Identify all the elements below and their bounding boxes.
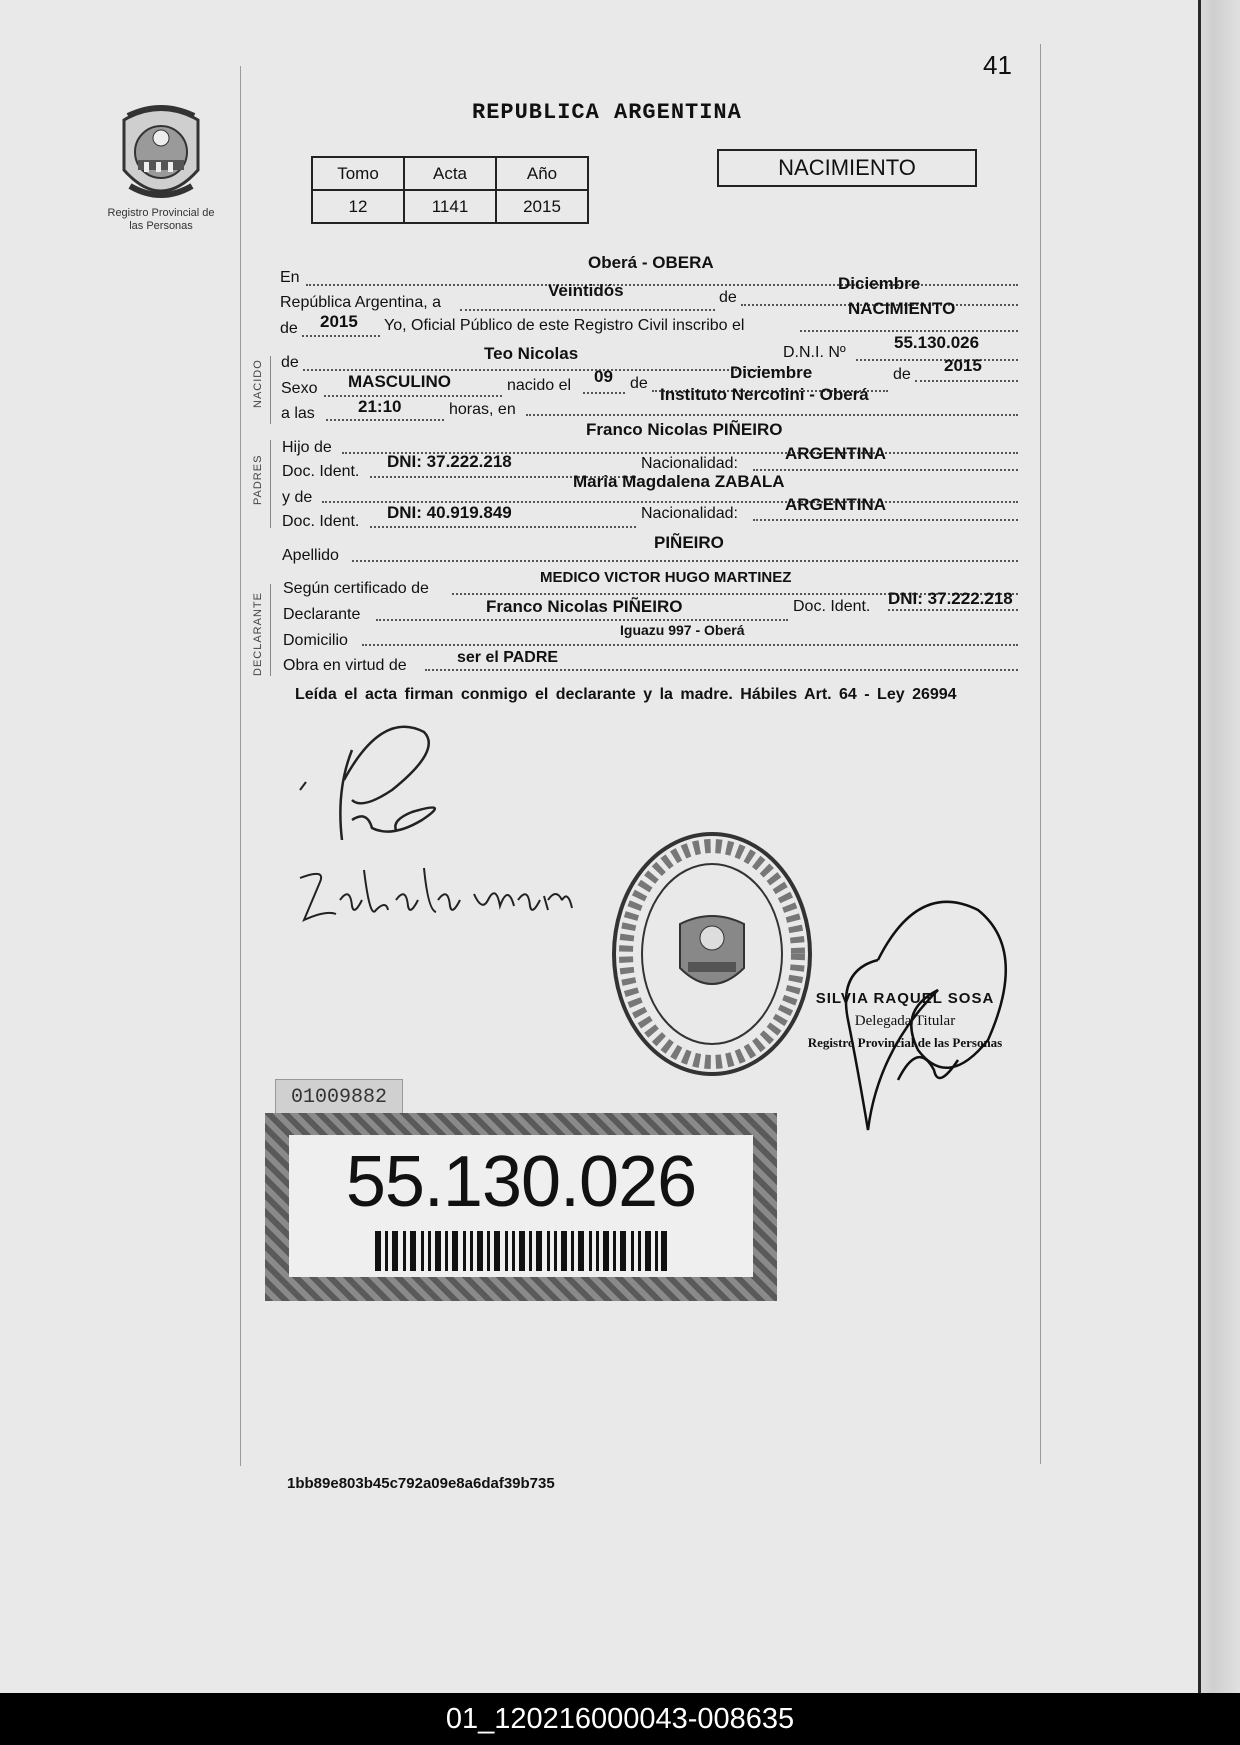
- value-sexo: MASCULINO: [348, 372, 451, 391]
- document-hash: 1bb89e803b45c792a09e8a6daf39b735: [287, 1475, 555, 1492]
- dotted-line: [583, 392, 625, 394]
- label-de3: de: [893, 366, 911, 383]
- label-nacido-el: nacido el: [507, 377, 572, 394]
- registry-value-anio: 2015: [496, 190, 588, 223]
- barcode-inner: [289, 1135, 753, 1277]
- dotted-line: [753, 469, 1018, 471]
- value-domicilio: Iguazu 997 - Oberá: [620, 622, 745, 638]
- registry-header-anio: Año: [496, 157, 588, 190]
- label-a-las: a las: [281, 405, 315, 422]
- value-madre-nac: ARGENTINA: [785, 495, 887, 514]
- declarant-signature: [292, 720, 462, 850]
- value-nac-mes: Diciembre: [730, 363, 813, 382]
- value-madre-doc: DNI: 40.919.849: [387, 503, 512, 522]
- section-separator: [270, 356, 271, 424]
- label-doc-ident: Doc. Ident.: [282, 463, 360, 480]
- label-obra: Obra en virtud de: [283, 657, 407, 674]
- value-lugar-nac: Instituto Nercolini - Oberá: [660, 385, 869, 404]
- value-obra: ser el PADRE: [457, 649, 559, 666]
- dotted-line: [460, 309, 715, 311]
- label-de2: de: [630, 375, 648, 392]
- label-nacionalidad2: Nacionalidad:: [641, 505, 738, 522]
- org-label: Registro Provincial de las Personas: [107, 207, 215, 232]
- dotted-line: [856, 359, 1018, 361]
- value-declarante-doc: DNI: 37.222.218: [888, 589, 1013, 608]
- registry-header-tomo: Tomo: [312, 157, 404, 190]
- dotted-line: [326, 419, 444, 421]
- label-apellido: Apellido: [282, 547, 339, 564]
- label-en: En: [280, 269, 300, 286]
- dotted-line: [324, 395, 502, 397]
- value-hora: 21:10: [358, 397, 402, 416]
- official-seal: [608, 828, 816, 1080]
- value-padre-doc: DNI: 37.222.218: [387, 452, 512, 471]
- registry-table: [311, 156, 589, 224]
- official-signature: [838, 890, 1018, 1140]
- value-lugar: Oberá - OBERA: [588, 253, 714, 272]
- official-name: SILVIA RAQUEL SOSA: [815, 990, 995, 1007]
- dotted-line: [376, 619, 788, 621]
- label-dni: D.N.I. Nº: [783, 344, 846, 361]
- official-org: Registro Provincial de las Personas: [807, 1035, 1003, 1050]
- country-title: REPUBLICA ARGENTINA: [472, 100, 742, 125]
- label-nacionalidad: Nacionalidad:: [641, 455, 738, 472]
- province-emblem-icon: [116, 100, 206, 208]
- dotted-line: [753, 519, 1018, 521]
- value-mes: Diciembre: [838, 274, 921, 293]
- dotted-line: [888, 609, 1018, 611]
- value-certificado: MEDICO VICTOR HUGO MARTINEZ: [540, 569, 792, 586]
- label-doc-ident2: Doc. Ident.: [282, 513, 360, 530]
- official-role: Delegada Titular: [854, 1013, 956, 1029]
- footer-id-bar: 01_120216000043-008635: [0, 1693, 1240, 1745]
- label-declarante: Declarante: [283, 606, 361, 623]
- value-declarante: Franco Nicolas PIÑEIRO: [486, 597, 683, 616]
- dotted-line: [526, 414, 1018, 416]
- dotted-line: [352, 560, 1018, 562]
- side-label-declarante: DECLARANTE: [252, 592, 264, 676]
- value-nac-anio: 2015: [944, 356, 982, 375]
- frame-line-right: [1040, 44, 1041, 1464]
- value-tipo: NACIMIENTO: [848, 299, 956, 318]
- side-label-padres: PADRES: [252, 454, 264, 505]
- label-horas-en: horas, en: [449, 401, 516, 418]
- label-segun: Según certificado de: [283, 580, 429, 597]
- label-oficial: Yo, Oficial Público de este Registro Civil inscribo el: [384, 317, 745, 334]
- act-type-box: NACIMIENTO: [717, 149, 977, 187]
- dotted-line: [302, 335, 380, 337]
- label-de: de: [719, 289, 737, 306]
- registry-value-tomo: 12: [312, 190, 404, 223]
- value-nombre: Teo Nicolas: [484, 344, 579, 363]
- side-label-nacido: NACIDO: [252, 359, 264, 408]
- label-sexo: Sexo: [281, 380, 318, 397]
- value-padre-nac: ARGENTINA: [785, 444, 887, 463]
- value-padre: Franco Nicolas PIÑEIRO: [586, 420, 783, 439]
- section-separator: [270, 440, 271, 528]
- value-dia: Veintidós: [548, 281, 624, 300]
- label-de-name: de: [281, 354, 299, 371]
- closing-statement: Leída el acta firman conmigo el declarante y la madre. Hábiles Art. 64 - Ley 26994: [295, 686, 957, 703]
- dotted-line: [370, 526, 636, 528]
- dotted-line: [915, 380, 1018, 382]
- registry-header-acta: Acta: [404, 157, 496, 190]
- dotted-line: [800, 330, 1018, 332]
- value-apellido: PIÑEIRO: [654, 533, 724, 552]
- label-de-year: de: [280, 320, 298, 337]
- barcode-sticker: [265, 1113, 777, 1301]
- label-republica: República Argentina, a: [280, 294, 441, 311]
- page-edge-shadow: [1198, 0, 1240, 1693]
- barcode-tag: 01009882: [275, 1079, 403, 1117]
- section-separator: [270, 584, 271, 676]
- label-doc-ident3: Doc. Ident.: [793, 598, 871, 615]
- barcode-number: 55.130.026: [345, 1142, 697, 1222]
- label-hijo-de: Hijo de: [282, 439, 332, 456]
- label-y-de: y de: [282, 489, 313, 506]
- frame-line-left: [240, 66, 241, 1466]
- registry-value-acta: 1141: [404, 190, 496, 223]
- mother-signature: [296, 860, 576, 930]
- barcode-bars: [375, 1231, 667, 1271]
- dotted-line: [425, 669, 1018, 671]
- value-nac-dia: 09: [594, 367, 613, 386]
- page-number: 41: [983, 50, 1012, 80]
- value-madre: Maria Magdalena ZABALA: [573, 472, 785, 491]
- value-anio: 2015: [320, 312, 358, 331]
- value-dni: 55.130.026: [894, 333, 980, 352]
- dotted-line: [362, 644, 1018, 646]
- dotted-line: [303, 369, 773, 371]
- label-domicilio: Domicilio: [283, 632, 348, 649]
